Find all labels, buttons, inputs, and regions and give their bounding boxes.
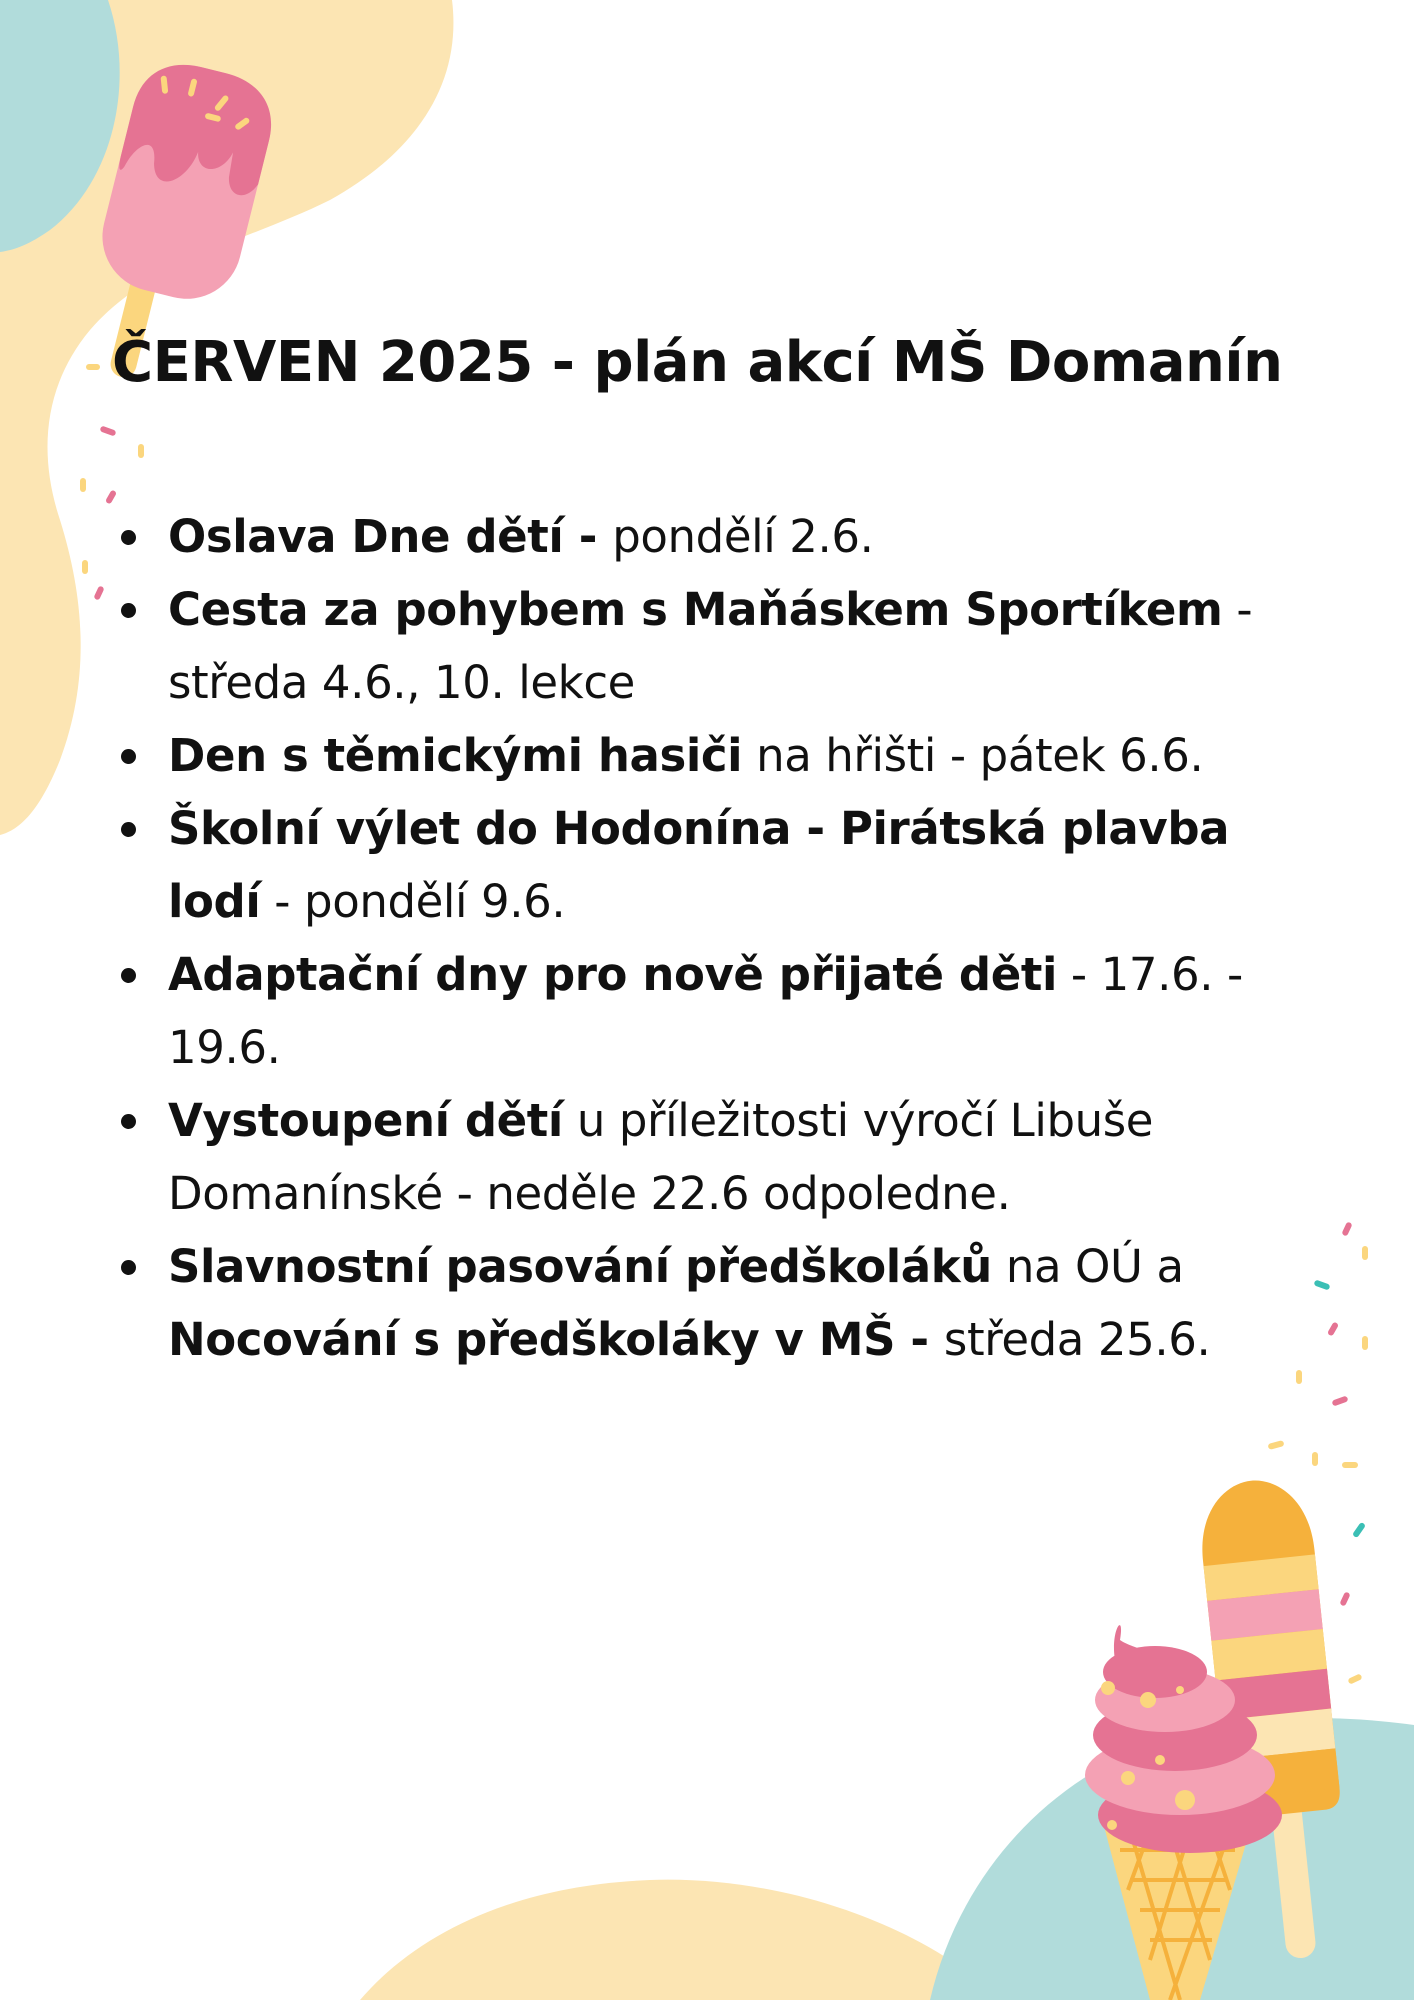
event-name: Oslava Dne dětí - [168,510,613,563]
list-item [112,938,1312,1084]
event-name: Vystoupení dětí [168,1094,563,1147]
event-detail-secondary: středa 25.6. [943,1313,1211,1366]
event-list [112,500,1312,1376]
bullet-icon [121,822,136,837]
list-item [112,573,1312,719]
event-name: Cesta za pohybem s Maňáskem Sportíkem [168,583,1223,636]
bullet-icon [121,968,136,983]
bullet-icon [121,603,136,618]
event-detail: u příležitosti výročí Libuše Domanínské - neděle 22.6 odpoledne. [168,1094,1154,1220]
list-item [112,719,1312,792]
list-item [112,500,1312,573]
event-detail: - středa 4.6., 10. lekce [168,583,1253,709]
event-name: Slavnostní pasování předškoláků [168,1240,992,1293]
event-detail: na OÚ a [991,1240,1184,1293]
event-name: Den s těmickými hasiči [168,729,743,782]
event-detail: - 17.6. - 19.6. [168,948,1243,1074]
bullet-icon [121,1114,136,1129]
event-detail: na hřišti - pátek 6.6. [742,729,1204,782]
event-name: Školní výlet do Hodonína - Pirátská plavba lodí [168,802,1230,928]
bullet-icon [121,1260,136,1275]
event-detail: - pondělí 9.6. [260,875,566,928]
list-item [112,1230,1312,1376]
page-title: ČERVEN 2025 - plán akcí MŠ Domanín [112,330,1283,395]
event-detail: pondělí 2.6. [612,510,874,563]
cream-blob-bottom [360,1880,1000,2000]
list-item [112,1084,1312,1230]
bullet-icon [121,749,136,764]
event-name-secondary: Nocování s předškoláky v MŠ - [168,1313,944,1366]
list-item [112,792,1312,938]
bullet-icon [121,530,136,545]
event-name: Adaptační dny pro nově přijaté děti [168,948,1057,1001]
